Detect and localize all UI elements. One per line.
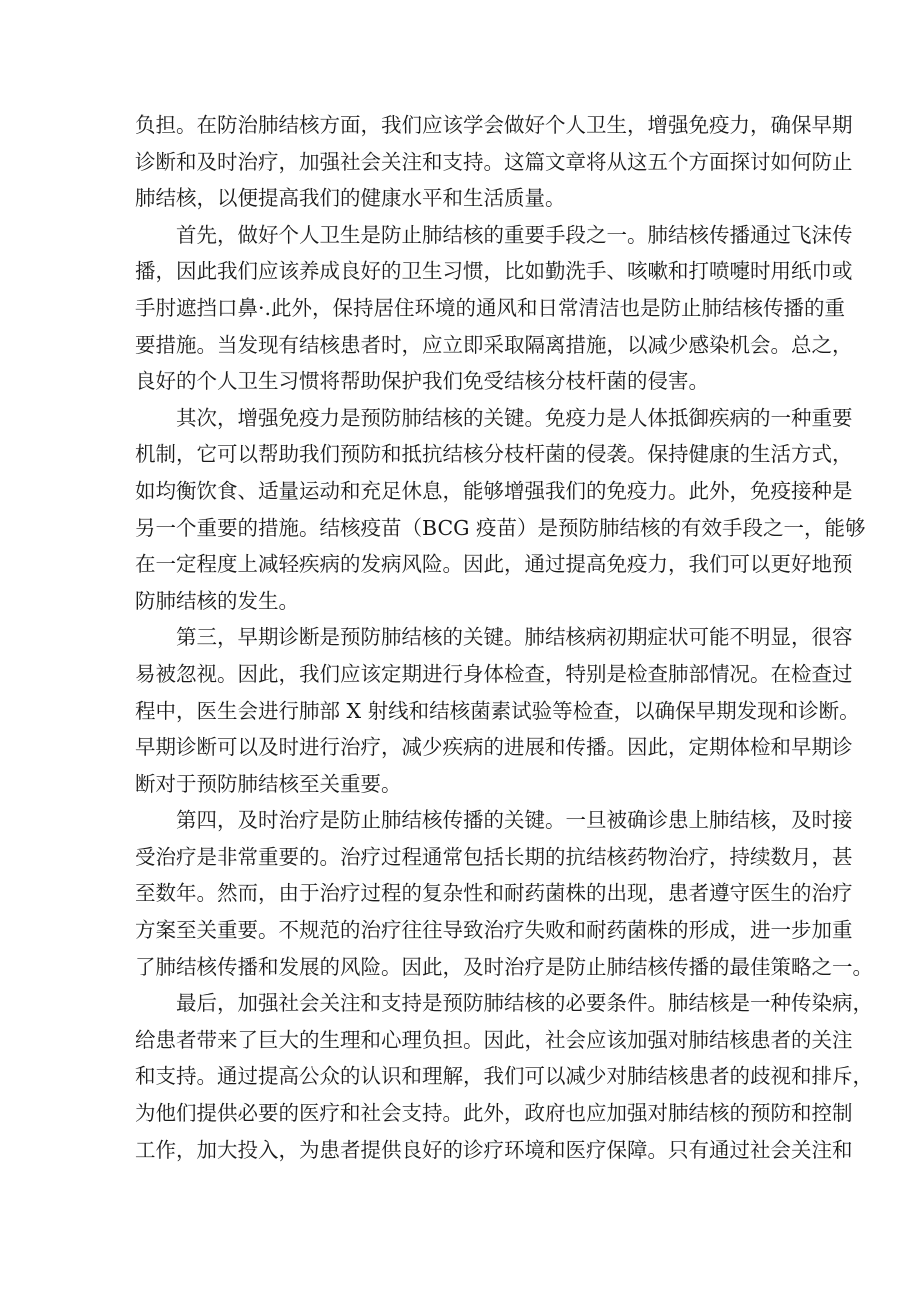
paragraph-immunity (135, 400, 866, 620)
text-line: 给患者带来了巨大的生理和心理负担。因此，社会应该加强对肺结核患者的关注 (135, 1027, 853, 1052)
paragraph-social-support (135, 985, 873, 1168)
text-line: 另一个重要的措施。结核疫苗（BCG 疫苗）是预防肺结核的有效手段之一，能够 (135, 515, 866, 540)
text-line: 播，因此我们应该养成良好的卫生习惯，比如勤洗手、咳嗽和打喷嚏时用纸巾或 (135, 259, 853, 284)
text-line: 肺结核，以便提高我们的健康水平和生活质量。 (135, 186, 566, 211)
text-line: 断对于预防肺结核至关重要。 (135, 771, 402, 796)
text-line: 首先，做好个人卫生是防止肺结核的重要手段之一。肺结核传播通过飞沫传 (176, 222, 853, 247)
text-line: 防肺结核的发生。 (135, 588, 299, 613)
text-line: 诊断和及时治疗，加强社会关注和支持。这篇文章将从这五个方面探讨如何防止 (135, 149, 853, 174)
text-line: 第四，及时治疗是防止肺结核传播的关键。一旦被确诊患上肺结核，及时接 (176, 808, 853, 833)
text-line: 程中，医生会进行肺部 X 射线和结核菌素试验等检查，以确保早期发现和诊断。 (135, 698, 860, 723)
text-line: 负担。在防治肺结核方面，我们应该学会做好个人卫生，增强免疫力，确保早期 (135, 113, 853, 137)
text-line: 工作，加大投入，为患者提供良好的诊疗环境和医疗保障。只有通过社会关注和 (135, 1137, 853, 1162)
text-line: 其次，增强免疫力是预防肺结核的关键。免疫力是人体抵御疾病的一种重要 (176, 405, 853, 430)
paragraph-intro-continued (135, 107, 853, 217)
text-line: 和支持。通过提高公众的认识和理解，我们可以减少对肺结核患者的歧视和排斥， (135, 1064, 873, 1089)
text-line: 手肘遮挡口鼻·.此外，保持居住环境的通风和日常清洁也是防止肺结核传播的重 (135, 295, 846, 320)
text-line: 第三，早期诊断是预防肺结核的关键。肺结核病初期症状可能不明显，很容 (176, 625, 853, 650)
text-line: 了肺结核传播和发展的风险。因此，及时治疗是防止肺结核传播的最佳策略之一。 (135, 954, 873, 979)
paragraph-early-diagnosis (135, 619, 860, 802)
text-line: 易被忽视。因此，我们应该定期进行身体检查，特别是检查肺部情况。在检查过 (135, 661, 853, 686)
text-line: 至数年。然而，由于治疗过程的复杂性和耐药菌株的出现，患者遵守医生的治疗 (135, 881, 853, 906)
text-line: 在一定程度上减轻疾病的发病风险。因此，通过提高免疫力，我们可以更好地预 (135, 552, 853, 577)
paragraph-personal-hygiene (135, 217, 853, 400)
paragraph-timely-treatment (135, 802, 873, 985)
text-line: 早期诊断可以及时进行治疗，减少疾病的进展和传播。因此，定期体检和早期诊 (135, 735, 853, 760)
text-line: 最后，加强社会关注和支持是预防肺结核的必要条件。肺结核是一种传染病， (176, 991, 873, 1016)
text-line: 方案至关重要。不规范的治疗往往导致治疗失败和耐药菌株的形成，进一步加重 (135, 918, 853, 943)
text-line: 机制，它可以帮助我们预防和抵抗结核分枝杆菌的侵袭。保持健康的生活方式， (135, 442, 853, 467)
text-line: 受治疗是非常重要的。治疗过程通常包括长期的抗结核药物治疗，持续数月，甚 (135, 844, 853, 869)
text-line: 为他们提供必要的医疗和社会支持。此外，政府也应加强对肺结核的预防和控制 (135, 1101, 853, 1126)
text-line: 良好的个人卫生习惯将帮助保护我们免受结核分枝杆菌的侵害。 (135, 369, 709, 394)
text-line: 要措施。当发现有结核患者时，应立即采取隔离措施，以减少感染机会。总之， (135, 332, 853, 357)
document-body (135, 107, 873, 1168)
text-line: 如均衡饮食、适量运动和充足休息，能够增强我们的免疫力。此外，免疫接种是 (135, 478, 853, 503)
